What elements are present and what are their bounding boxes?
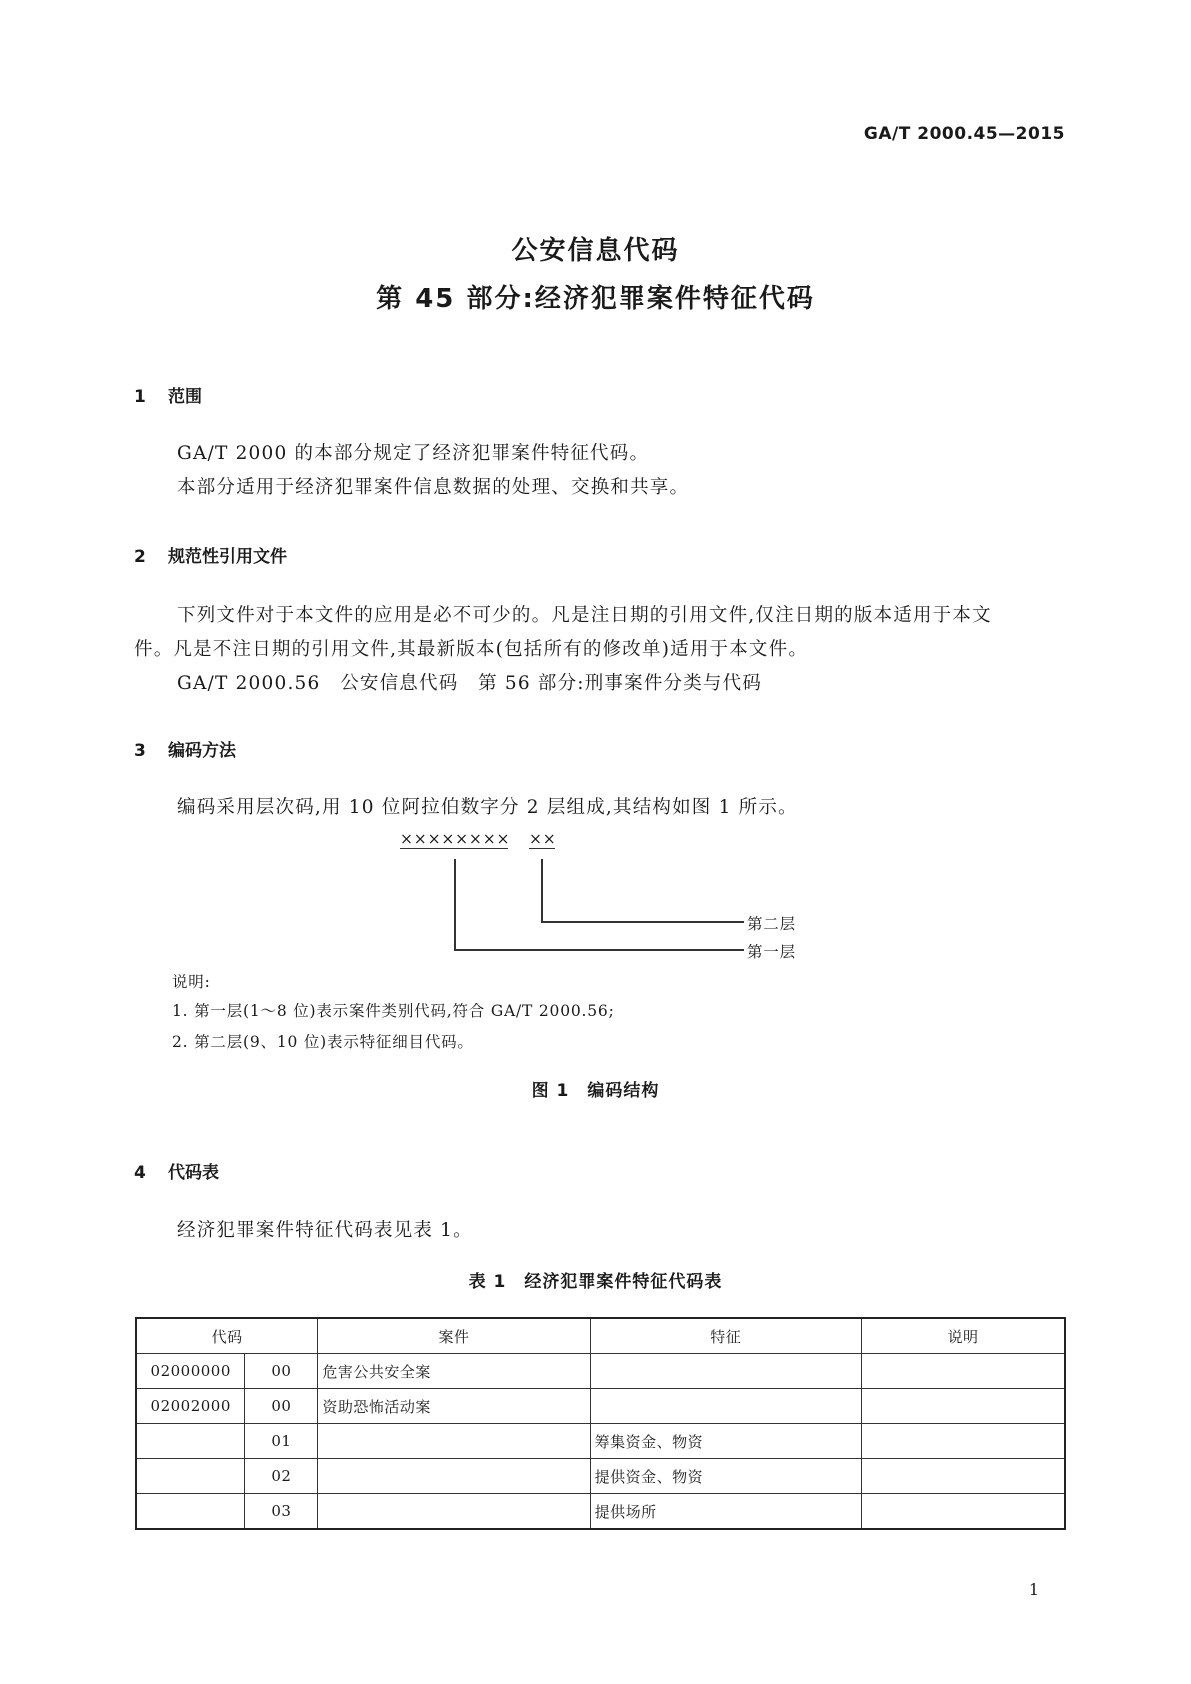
cell-feature: 提供场所 bbox=[590, 1494, 861, 1530]
cell-code-level2: 02 bbox=[245, 1459, 318, 1494]
cell-feature: 筹集资金、物资 bbox=[590, 1424, 861, 1459]
section-4-heading bbox=[134, 1158, 219, 1183]
cell-note bbox=[861, 1494, 1065, 1530]
paragraph: 经济犯罪案件特征代码表见表 1。 bbox=[177, 1220, 473, 1241]
header-code: 代码 bbox=[136, 1318, 318, 1354]
cell-code-level2: 00 bbox=[245, 1354, 318, 1389]
label-first-level: 第一层 bbox=[747, 943, 796, 961]
label-second-level: 第二层 bbox=[747, 915, 796, 933]
cell-case bbox=[318, 1424, 590, 1459]
paragraph: 编码采用层次码,用 10 位阿拉伯数字分 2 层组成,其结构如图 1 所示。 bbox=[177, 797, 798, 818]
section-title: 规范性引用文件 bbox=[168, 547, 287, 567]
header-note: 说明 bbox=[861, 1318, 1065, 1354]
section-number: 4 bbox=[134, 1163, 146, 1183]
section-title: 代码表 bbox=[168, 1163, 219, 1183]
table-row bbox=[136, 1424, 1065, 1459]
cell-note bbox=[861, 1389, 1065, 1424]
connector-line-first bbox=[454, 859, 456, 950]
table-row bbox=[136, 1494, 1065, 1530]
section-title: 范围 bbox=[168, 387, 202, 407]
cell-feature: 提供资金、物资 bbox=[590, 1459, 861, 1494]
section-3-heading bbox=[134, 736, 236, 761]
cell-note bbox=[861, 1459, 1065, 1494]
page-number: 1 bbox=[1028, 1580, 1039, 1599]
section-title: 编码方法 bbox=[168, 741, 236, 761]
section-number: 2 bbox=[134, 547, 146, 567]
paragraph: 件。凡是不注日期的引用文件,其最新版本(包括所有的修改单)适用于本文件。 bbox=[134, 639, 809, 660]
cell-note bbox=[861, 1424, 1065, 1459]
header-feature: 特征 bbox=[590, 1318, 861, 1354]
cell-feature bbox=[590, 1354, 861, 1389]
cell-code-level1 bbox=[136, 1494, 245, 1530]
document-subtitle: 第 45 部分:经济犯罪案件特征代码 bbox=[376, 284, 815, 314]
normative-reference: GA/T 2000.56 公安信息代码 第 56 部分:刑事案件分类与代码 bbox=[177, 673, 763, 694]
cell-code-level1: 02002000 bbox=[136, 1389, 245, 1424]
table-row bbox=[136, 1354, 1065, 1389]
table-row bbox=[136, 1389, 1065, 1424]
table-header-row bbox=[136, 1318, 1065, 1354]
connector-line-second bbox=[541, 921, 744, 923]
table-row bbox=[136, 1459, 1065, 1494]
section-number: 1 bbox=[134, 387, 146, 407]
figure-notes-title: 说明: bbox=[172, 973, 211, 991]
table-caption: 表 1 经济犯罪案件特征代码表 bbox=[468, 1272, 723, 1292]
cell-code-level1 bbox=[136, 1459, 245, 1494]
cell-code-level2: 01 bbox=[245, 1424, 318, 1459]
code-first-level: ×××××××× bbox=[400, 830, 511, 848]
cell-case bbox=[318, 1494, 590, 1530]
header-case: 案件 bbox=[318, 1318, 590, 1354]
section-2-heading bbox=[134, 542, 287, 567]
code-second-level: ×× bbox=[529, 830, 557, 848]
section-number: 3 bbox=[134, 741, 146, 761]
standard-number: GA/T 2000.45—2015 bbox=[863, 124, 1065, 144]
figure-note: 2. 第二层(9、10 位)表示特征细目代码。 bbox=[172, 1033, 474, 1051]
section-1-heading bbox=[134, 382, 202, 407]
cell-case bbox=[318, 1459, 590, 1494]
cell-code-level1: 02000000 bbox=[136, 1354, 245, 1389]
document-title: 公安信息代码 bbox=[511, 236, 680, 266]
paragraph: GA/T 2000 的本部分规定了经济犯罪案件特征代码。 bbox=[177, 443, 650, 464]
cell-code-level1 bbox=[136, 1424, 245, 1459]
figure-caption: 图 1 编码结构 bbox=[531, 1081, 660, 1101]
cell-case: 资助恐怖活动案 bbox=[318, 1389, 590, 1424]
cell-feature bbox=[590, 1389, 861, 1424]
code-table bbox=[135, 1317, 1066, 1530]
paragraph: 下列文件对于本文件的应用是必不可少的。凡是注日期的引用文件,仅注日期的版本适用于本文 bbox=[177, 605, 992, 626]
cell-case: 危害公共安全案 bbox=[318, 1354, 590, 1389]
cell-note bbox=[861, 1354, 1065, 1389]
paragraph: 本部分适用于经济犯罪案件信息数据的处理、交换和共享。 bbox=[177, 477, 690, 498]
cell-code-level2: 00 bbox=[245, 1389, 318, 1424]
connector-line-second bbox=[541, 859, 543, 922]
cell-code-level2: 03 bbox=[245, 1494, 318, 1530]
connector-line-first bbox=[454, 949, 744, 951]
figure-note: 1. 第一层(1～8 位)表示案件类别代码,符合 GA/T 2000.56; bbox=[172, 1002, 615, 1020]
